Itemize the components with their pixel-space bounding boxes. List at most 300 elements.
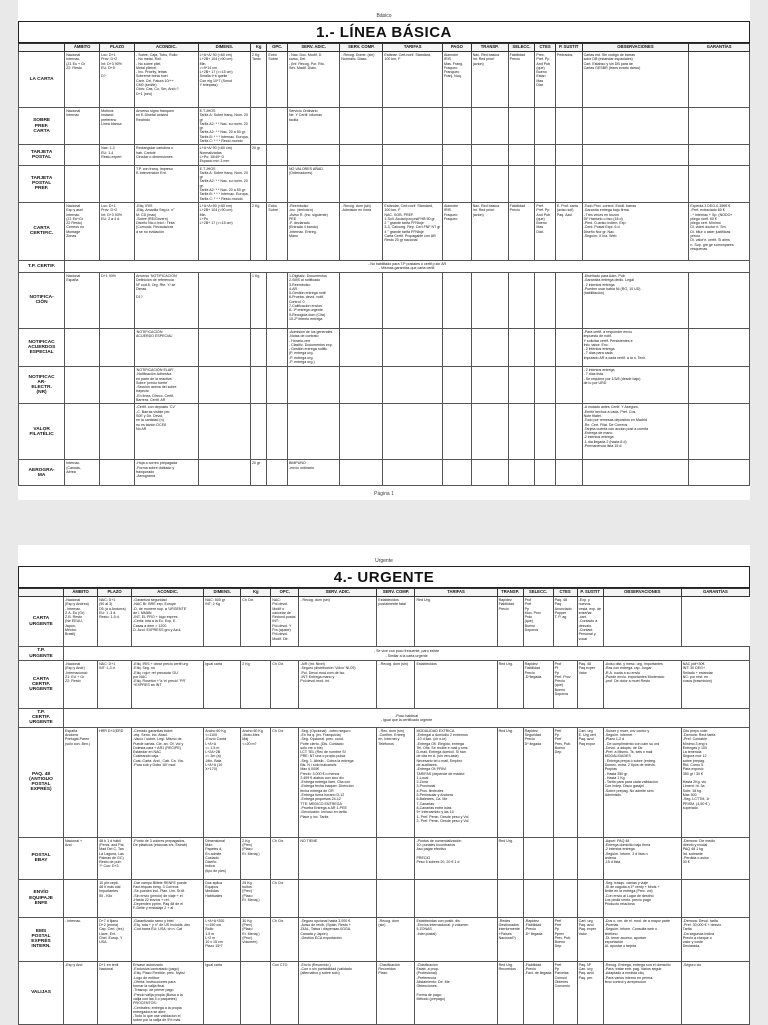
table-cell — [553, 837, 577, 879]
table-cell: -A mutado antes Certif. Y Aseguro. -Emitir hechos a cada. Pref. Cos. Note fitatel. -Todo por remesas depositos en Madrid -Re. Cert. Filat. De Correos -Tarjeta cuenta con acción post a cuenta -Entrega de mano -2 intentos entrega -1 día llegada 2 (hasta 8 d) -Permanencia lista 15 d. — [582, 404, 689, 460]
table-cell: Pref Pp Parcelas Comuni Obienes Convenio — [553, 961, 577, 1024]
table-cell — [415, 879, 497, 917]
table-cell: L+A+A/ 90 (<60 cm) Normalizadas L+Pu: 15/40* D Espacio mín 3 mm — [198, 145, 250, 165]
table-cell: NAC: Pol.devol. Modif o cancelar de Redond.postal INT: Pol.devol. Y Fra (ajuste) Pol.devol. Modif. Dir. — [271, 597, 299, 647]
table-row — [19, 328, 750, 366]
table-cell: -Clasificación Recorridos Plazo — [377, 961, 415, 1024]
table-cell: -Todo Prov. control. Ecidil. barras -Garantía entrega bajo firma - Tres veces en buzón DF Hanselo o bso (18 d) -Pied. O-aviso Indem. Exp. -Cent. Postal Expr. 6 d. Diseño Nor gr. Nac. -Seguim. X ina. Web — [582, 202, 689, 260]
table-cell: Ch Ctx — [271, 917, 299, 961]
table-cell: - Recog. Dome. (sin) Normalic. Diasc. — [340, 52, 383, 108]
row-label: CARTA URGENTE — [19, 597, 64, 647]
table-cell: Nac: 1-3 EU: 1-4 Resto expert — [100, 145, 135, 165]
table-cell: Nacional Internac. (Z1 Eu + Gr Z2: Resto — [65, 52, 100, 108]
table-cell — [582, 165, 689, 202]
table-cell: Paq. Nº Can. urg Paq. azul Paq. per. — [577, 961, 603, 1024]
table-cell: NAC pdf+30€ INT: 30 DEG+ Sellado + estandar NC: por rest. en cosos (trasmision) — [681, 661, 749, 709]
column-header: SELECC. — [508, 44, 535, 52]
document-page-1 — [18, 0, 750, 500]
table-cell — [471, 328, 508, 366]
table-cell: Cito prepc.cíde: -Demora: Reut tarifa -Pref. Contable Mínimo 3 eng s Entregas y 100 La tenencia Segura mor 12 sobre prepag. Rtd, Corno 5 Para exposic 350 gr / 30 € Hasta 2Kg. vis Liment: ht. 3a Sobr. 18 kg. Max 500 -Seg. LCTTM, 1r PRISM. (4,50 € ) superado — [681, 727, 749, 837]
table-cell — [267, 272, 288, 328]
column-header: P. SUSTIT — [555, 44, 582, 52]
table-cell: Cart. urg Paq. azul Paq. exper Valor — [577, 917, 603, 961]
table-cell — [555, 404, 582, 460]
table-cell — [442, 145, 471, 165]
table-cell: -Seg. (Opcional) , cobro seguro -En fra q. (ev. Franquicia) -Seg. Opcional. prec. cond. Porte cierto. (Dis. Contacto solo cre o bis) LCT TEL (Rec de nombre SI PRE: NT una o propio pulsa. -Seg. 1. Abisib - Cobra la entrega Bis. N / solo inalcanzls. Max 6.000€ Precio: 3.000 € o menos 2.499 € alabos con sino dic -Entrega entrega ilarn, Cita con -Entrega fecha inaquer. Dirección fecha entrega de OR -Entrega fuera horario D-12 -Entrega pequesos 24-12 TTE: MEDICO ENTREGA -Prueba Entrega a AR 1-PEE -Devolución: Incluso en tarifa Place y inc. Tarifa — [299, 727, 377, 837]
table-cell: NO TIENE — [299, 837, 377, 879]
page-title: 1.- LÍNEA BÁSICA — [18, 21, 750, 43]
table-cell — [241, 961, 271, 1024]
column-header: OBSERVACIONES — [603, 589, 681, 597]
table-cell: D+1 en tenil Nacional — [98, 961, 132, 1024]
table-cell: -Garantizado ramo y intel. -Etq. ruta + y n° de US Incluids. dec -Cod barra EU: USA: ch n. Cat — [132, 917, 204, 961]
column-header — [19, 589, 64, 597]
table-cell: Red Urg. — [497, 727, 523, 837]
table-cell — [535, 404, 556, 460]
column-header: ACONDIC. — [132, 589, 204, 597]
table-cell: Cartas est. Sin codigo de barras solre DB (estandar espaciales) Cart. Estabso y sin DB para de Cartas GESBR (trans evarto dwwo) — [582, 52, 689, 108]
table-cell — [442, 460, 471, 486]
table-cell — [251, 165, 267, 202]
table-cell: Nac. Red basica Int. Red priori (avion) — [471, 52, 508, 108]
services-table-urgent — [18, 588, 750, 1025]
table-cell: Estándar, Cert.norif. Standard, 100 km, F NAC. SOB. PREF. 1-Soli. Acuscly.eq.estFHB 50 gr 2 ° grande tarifa FFNtoje 3-3, Calcorrg. Rep. Cert.FNF NT gr 4 ° grande tarifa FFNtoje Carta Certif. Propagable con AR Resto 20 gr nacional — [383, 202, 443, 260]
column-header: OBSERVACIONES — [582, 44, 689, 52]
table-cell: -Envío (Recorrido.) -Con o sin portabilidad (validado (alternativo y sobre solo) — [299, 961, 377, 1024]
table-row — [19, 366, 750, 403]
table-row — [19, 661, 750, 709]
table-cell: 25 Kg bultos (Prev) (Plazo Et. Menaj.) — [241, 879, 271, 917]
table-cell: -Recog. dom (sin) — [377, 917, 415, 961]
column-header — [19, 44, 65, 52]
table-cell: Fiabilidad Precio — [508, 202, 535, 260]
table-cell — [383, 272, 443, 328]
table-cell: - Sobre, Caja, Tubo, Rollo - No metal, Roll. - No sobre pliel, Metal plleirel, - Inc. Priority, letras Sobreme breta nuel Cartr. Cel, Fatura 10/++ CM0 (sed/ie) Clow: Cas, Co, Sm, And=? D+1 (neu) — [135, 52, 199, 108]
table-cell — [383, 328, 443, 366]
table-cell: -Esp y And — [64, 961, 98, 1024]
table-cell — [471, 366, 508, 403]
document-page-2 — [18, 545, 750, 1024]
table-cell — [377, 879, 415, 917]
table-cell: -Seguro cio — [681, 961, 749, 1024]
table-cell: Loc: D+1 Prov: D+2 Int: D+3 93% EU: 2 a 4 d. — [100, 202, 135, 260]
table-cell — [535, 460, 556, 486]
table-row — [19, 460, 750, 486]
table-cell — [689, 272, 750, 328]
table-cell: -A/R (Int. Nivel) -Seguro (distribución 'Volvo' NI-09) -Pol. Devol.mod.com de iso. -INT: Entrega mano y Pol.devol.mod. int. — [299, 661, 377, 709]
column-header: PLAZO — [100, 44, 135, 52]
table-cell — [535, 272, 556, 328]
table-cell: -Etiq. IRIS + obrar precio certif urg. -Etiq. Seg. no -Etiq. rojo+ ref precauta 'GU' por NAC -Etiq. Rosetón +°a 'el precio' 'PR' +EXPRES an INT — [132, 661, 204, 709]
table-cell — [442, 165, 471, 202]
table-cell: Establecidos — [415, 661, 497, 709]
table-cell: -Nacional (Esp y Andr) -Internacional: Z1: EU + Gr Z2: Resto — [64, 661, 98, 709]
table-cell: -Garantiza seguridad -NAC Br. BRE exp. Europe -D. de monere sup. a 'URGENTE' de i. MM8N -INT. EL PRO + logo expres -Certa: inta a la Ex. Exp. E. Casas a dem > 1200 D. Azul. EXPRESS gro y Azul. — [132, 597, 204, 647]
table-cell: BIMPUNO -envío ordinario — [287, 460, 339, 486]
table-cell — [582, 460, 689, 486]
table-cell — [689, 366, 750, 403]
table-cell: Igual carta — [204, 961, 241, 1024]
table-cell: Red Urg. — [415, 597, 497, 647]
table-cell: NO VALORES AÑAD. (Ordenadores) — [287, 165, 339, 202]
table-cell: -Aquel: PAQ 48 -Entrega domicilio bajo firma -2 intentos entrega -Seguim. Inform. 3 d lista n ordena -15 d lista — [603, 837, 681, 879]
table-cell: E.T.JHOS Tarifa A: Sobre franq. Nom. 20 gr Tarifa A2: * * Nac. su norm. 20 gr. Tarifa A2: * * Nac. 20 a 50 gr. Tarifa B: * * * Internac. Europa, Tarifa C: * * * Resto mundo — [199, 166, 249, 201]
table-cell — [508, 404, 535, 460]
table-cell — [267, 404, 288, 460]
table-cell — [287, 145, 339, 165]
table-cell: 2 Kg — [251, 202, 267, 260]
table-cell: NAC: D+1 (90 al 3) D5 (a a Andorra) EU: 1 -3 d. Resto: 1-5 d. — [98, 597, 132, 647]
table-cell — [198, 404, 250, 460]
table-cell: Nacional Internac — [65, 108, 100, 145]
services-table-basic — [18, 43, 750, 486]
column-header: TARIFAS — [383, 44, 443, 52]
row-label: CARTA CERTIF. URGENTE — [19, 661, 64, 709]
column-header: PLAZO — [98, 589, 132, 597]
table-cell: Nacional + And. — [64, 837, 98, 879]
table-cell: Ectro Sobre — [267, 202, 288, 260]
table-cell — [251, 366, 267, 403]
table-row — [19, 272, 750, 328]
table-cell — [100, 366, 135, 403]
table-cell: -Dos o. cer. de el. mod. de a mayor parte -Puertas -Seguim. Inform. Consulta web o teléfono -Di. tener acceso, aportan exportación Al. apuntar o tarjeta — [603, 917, 681, 961]
column-header: GARANTÍAS — [681, 589, 749, 597]
table-row — [19, 597, 750, 647]
table-cell: Dos aplica Equipos Medidas Habituales — [204, 879, 241, 917]
table-cell — [471, 108, 508, 145]
table-cell: -Exp. y nuevos. cesta. exp. de enseñar -cart. -Contacto a desvalo. -Contact. Personal y vocal — [577, 597, 603, 647]
table-cell: Ch Ctx — [271, 837, 299, 879]
table-cell — [198, 366, 250, 403]
table-cell: 'NOTIFICACIÓN ACUERDO ESPECIAL' — [135, 328, 199, 366]
table-cell: - Recog. dom (sin) — [377, 661, 415, 709]
table-cell — [267, 328, 288, 366]
row-label: ENVÍO EQUIPAJE ENFE — [19, 879, 64, 917]
column-header: TRANSP. — [471, 44, 508, 52]
table-cell: Anverso signo franqueo en E-Dinetal uxisted Recibido — [135, 108, 199, 145]
table-cell — [689, 165, 750, 202]
table-cell — [64, 879, 98, 917]
table-cell: Paq. 48 Paq Anunciado Popper T. P. ag — [553, 597, 577, 647]
table-cell: Servicio Ordinario Ne. Y Certif. Idiomas facilia — [287, 108, 339, 145]
table-cell — [65, 366, 100, 403]
row-note: -Poco habitual - Igual que la certificado urgente — [64, 709, 750, 728]
row-note: - No habilitado para T.P postales o certif p.sin AR - Mismas garantías que carta certif. — [65, 260, 750, 272]
table-cell: Establecidos postalmente fatal — [377, 597, 415, 647]
table-cell — [267, 460, 288, 486]
table-cell — [251, 404, 267, 460]
table-cell: -Aviso dist. y mesc. urg. Importantes -Ras con entrega. rap. Jurgar -R.A. cuota a su envio -Puede envio. importantes Moderacio -prof. De dolor a muet Resto — [603, 661, 681, 709]
table-cell — [198, 460, 250, 486]
table-cell: -Dar campo Billete RENFE puede Fact.triquas inmg. 3 Correos -Se pueden incl. Plan. Um. Sr.tif. -Sin envio (precio) de viaje + el -Hasta 22 envíos + ref. -Dependen pprim. Paq 48 de el F-Delte y embalaje 2 + al — [132, 879, 204, 917]
table-cell: 1 Kg — [251, 272, 267, 328]
table-cell: Rapidez Fiabilidad Precio — [497, 597, 523, 647]
table-cell — [198, 272, 250, 328]
table-cell — [383, 108, 443, 145]
table-cell: Ch Ctx — [271, 879, 299, 917]
table-row — [19, 727, 750, 837]
table-cell: Nacional España — [65, 272, 100, 328]
table-cell: D+1 93% — [100, 272, 135, 328]
table-cell: L+A+A/ 90 (<60 cm) L+2B+ 104 (<90 cm) Min. >=9*14 cm L+2B+ 17 (>=15 cm) Smalla t+b quelle Con eig 10*7 (Smod Y telepass) — [198, 52, 250, 108]
page-number: Página 1 — [374, 491, 394, 497]
table-cell — [689, 328, 750, 366]
table-cell: -Seguro opcional hasta 3.000 € -Aviso de recib. (Spain, Resto + Z4AL, Taiwa / dispensac.0GGA, Canada y Japón) -Gestión ECA exportación — [299, 917, 377, 961]
table-cell — [555, 366, 582, 403]
table-cell: Ectro Sobre — [267, 52, 288, 108]
table-cell: Fiabilidad Precio — [508, 52, 535, 108]
table-cell: Anverso 'NOTIFICACION' Definición de referencia Nº cod.5, Org. Rte. Y/ se Dimas D1? — [135, 272, 199, 328]
table-row — [19, 404, 750, 460]
row-label: NOTIFICAC ACUERDOS ESPECIAL — [19, 328, 65, 366]
row-label: SOBRE PREF. CARTA — [19, 108, 65, 145]
table-cell: -Recog. Entrega, entrega son el domicilio -Para, tratar entr. pag. Varios seguir. -Adaptado a medida cliq. -Para varios interno en perma. feno control y arrepeccion — [603, 961, 681, 1024]
table-cell — [689, 404, 750, 460]
table-cell — [65, 328, 100, 366]
row-label: TARJETA POSTAL PREF. — [19, 165, 65, 202]
column-header: P. SUSTIT — [577, 589, 603, 597]
table-cell: Estánar. Cert.norif. Standard, 100 km, F — [383, 52, 443, 108]
table-cell: -Clasificación Estab. a prop. (Profesional) -Preferencia Alistamiento: De. Me Obtenciones. Forma de pago: Método (prepago) — [415, 961, 497, 1024]
row-label: VALOR FILATÉLIC — [19, 404, 65, 460]
table-cell: 1-Digitaliz. Documentos 2-SMS al notificado 3-Reembolso 4-AR 5-Gestión entrega notif. 6-Prueba. devol. notif. Control. 0 7-Calificación envios 8- 1ª entrega urgente 9-Recogida dom (Cita) 10-2º intento entrega — [287, 272, 339, 328]
table-cell: Rapidez Seguridad Precio D* llegada — [523, 727, 553, 837]
column-header: Kg — [241, 589, 271, 597]
table-cell: NAC: D+1 INT: 1-3 d. — [98, 661, 132, 709]
table-cell — [340, 145, 383, 165]
table-cell: Cart. urg E. Urg cert Paq. azul Paq expor — [577, 727, 603, 837]
table-cell — [442, 108, 471, 145]
table-cell — [442, 404, 471, 460]
row-label: EMS POSTAL EXPRÉS INTERN. — [19, 917, 64, 961]
table-cell — [287, 366, 339, 403]
table-cell — [65, 145, 100, 165]
column-header: SERV. COMP. — [340, 44, 383, 52]
table-cell — [267, 366, 288, 403]
table-cell — [383, 366, 443, 403]
table-cell — [555, 145, 582, 165]
table-cell — [555, 108, 582, 145]
table-cell — [535, 328, 556, 366]
table-cell: 2 Kg Tanto — [251, 52, 267, 108]
column-header: TRANSP. — [497, 589, 523, 597]
table-cell — [555, 460, 582, 486]
table-row — [19, 52, 750, 108]
table-row — [19, 879, 750, 917]
table-cell: -Suiser y muer, cnv contro y -Seguim. Internet -Plazo 1-2 d - De cumplimiento con cam su ord -Devol. a adopts. de Dir. -Pref. a Mismo. Ts, seis x mail MODALIDADES - Entrega prepa o sobre (entreg. Domec. extra. 2 tipos de televis. Propias - Hasta 350 gr - Hasta 1 Kg - Tarifa para para cada validación Con indep. Disco garajel -Sobre prepag. No admite serv Administiv. — [603, 727, 681, 837]
table-cell — [553, 879, 577, 917]
table-row — [19, 145, 750, 165]
table-cell — [251, 108, 267, 145]
table-cell: Pref Pp Pref Prev, Pub. Bueno Dep. — [553, 727, 577, 837]
table-cell — [508, 165, 535, 202]
table-cell: Pedrados, — [555, 52, 582, 108]
table-cell: Nacional Exp y asel Internac. (Z1 Eu+Gr Z2 Resto) Correos no Montage Zonas — [65, 202, 100, 260]
table-cell: 2 Kg — [241, 661, 271, 709]
table-cell — [555, 165, 582, 202]
table-cell — [299, 879, 377, 917]
sheet-name: Urgente — [375, 558, 393, 564]
table-cell: -Certif. con deposito 'CV' -C. Barras visible per. S0E y Dir. Devol. en la cantidad (n) no es tavión DCE8 No AR — [135, 404, 199, 460]
table-cell — [383, 165, 443, 202]
page-title: 4.- URGENTE — [18, 566, 750, 588]
table-cell: Pref Pref Pp Pprev Prev, Pub. Bueno Dep. — [553, 917, 577, 961]
table-cell — [442, 366, 471, 403]
table-cell — [681, 879, 749, 917]
table-cell: - 2 intentos entrega - 7 días lista - Se requiere por 1/3/8 (desde bajo) de lo por URD — [582, 366, 689, 403]
table-cell — [508, 108, 535, 145]
table-cell: T.P. con franq. Impreso E-Intervención Ent. — [135, 165, 199, 202]
table-cell — [377, 837, 415, 879]
table-cell — [471, 145, 508, 165]
table-cell — [100, 165, 135, 202]
table-cell — [100, 460, 135, 486]
table-cell: -Demora: Devol. tarifa -Pref. 30,000 € + desvío Tarifa -Da segunda Indica Precio a cheque o valor y coste Declarada. — [681, 917, 749, 961]
table-cell: Prof Pf Pp Pref. Prov Precio (que) Bueno Doporos — [553, 661, 577, 709]
table-cell: Rapidez Fiabilidad Precio -D*llegada — [523, 661, 553, 709]
table-cell — [267, 145, 288, 165]
table-cell: 10 phr.cepk. 48 h más ctal Importantes 50 - Kilo — [98, 879, 132, 917]
column-header: SERV. COMP. — [377, 589, 415, 597]
table-cell — [555, 328, 582, 366]
table-row — [19, 837, 750, 879]
table-cell: NAC: 500 gr INT: 2 Kg — [204, 597, 241, 647]
table-cell: -Punto de 3 colores prepagados, De plásticos (etanoas e/s, Estrab) — [132, 837, 204, 879]
table-cell: Nac. Red basica Int. Red priori (avion) — [471, 202, 508, 260]
table-row — [19, 709, 750, 728]
table-cell: España Andorra Portugal-Paren (sólo con. Ben.) — [64, 727, 98, 837]
table-cell: - Internac. — [64, 917, 98, 961]
row-label: T.P. CERTIF. URGENTE — [19, 709, 64, 728]
table-cell: Internac. (Canoas, Aérea — [65, 460, 100, 486]
column-header: ACONDIC. — [135, 44, 199, 52]
table-cell: -Redes Gestionados Interiormente +Países Nacional?) — [497, 917, 523, 961]
table-cell — [523, 837, 553, 879]
table-cell: Con CTO — [271, 961, 299, 1024]
table-cell — [535, 366, 556, 403]
table-cell: - Nac: Doc. Modif. D carso, Dei - (Inf. Recog. Por. Rto. Sev. Madif. Diarc. — [287, 52, 339, 108]
row-label: LA CARTA — [19, 52, 65, 108]
table-cell — [340, 366, 383, 403]
column-header: CTES — [535, 44, 556, 52]
table-cell — [508, 460, 535, 486]
table-cell — [383, 404, 443, 460]
table-cell: -Cerrado garantias ticket -etq. Seno. Inc. Abad. -Vacío / sobre. Legi. Mismo de Puede cartas. Cie. an. Of. Vol y Doiesta cara + AR1 (RECIPE) Estándar en NAC Costeando caja Cost.:Carta. And., Cab. Ca. Via. -Para sub y Dobu 'All' mod — [132, 727, 204, 837]
column-header: DIMENS. — [198, 44, 250, 52]
row-label: PAQ. 48 (ANTIGUO POSTAL EXPRÉS) — [19, 727, 64, 837]
table-cell: - Recog. dom (sin) — [299, 597, 377, 647]
column-header: SERV. ADIC. — [287, 44, 339, 52]
row-label: NOTIFICA- CIÓN — [19, 272, 65, 328]
table-cell — [65, 165, 100, 202]
row-label: AEROGRA- MA — [19, 460, 65, 486]
table-cell: 2 Kg (Prev) (Plazo Et. Menaj.) — [241, 837, 271, 879]
table-cell — [198, 328, 250, 366]
table-cell — [689, 145, 750, 165]
table-cell: -Etiq. IRIS -Etiq. Amarilla Seg.iz. n° M: CD (mac) -Sobre (RE/Govern) Diseño Nic.o Inicl.: Tinta (Comunic. Recauta/ora d se no evidación — [135, 202, 199, 260]
table-cell: L+A+A+200 <=150 cm Rollo 1.5 m L+2 m 10 x 15 cm Plazo 15*7 — [204, 917, 241, 961]
table-cell: -Hoja a correo prepagada -Forma sobre doblado y franqueado -Aerograma — [135, 460, 199, 486]
column-header: SERV. ADIC. — [299, 589, 377, 597]
column-header: ÁMBITO — [65, 44, 100, 52]
table-cell: Loc: D+1 Prov: D+2 Int: D+3 90% EU: D+5 D? — [100, 52, 135, 108]
table-cell — [508, 328, 535, 366]
table-cell: - Rec. dom (sin) -Confirm. Entreg en, Internet y Teléfonos — [377, 727, 415, 837]
table-cell — [340, 165, 383, 202]
row-note: - Se vive con poco frecuente, paro existe - Similar a la carta urgente — [64, 647, 750, 661]
table-cell: Rectangular cartolina o hab. Cartolé Circular o dimensiones — [135, 145, 199, 165]
table-cell: -Nacional (Esp y Andrea) - Internac. Z.A. Eu (Gr) Z.B. Resto (Ne EEUU, Japón, México Brasil) — [64, 597, 98, 647]
row-label: TARJETA POSTAL — [19, 145, 65, 165]
table-cell: Prof Pref Pp Mon. Prov Prdo (que) Bueno Doporos — [523, 597, 553, 647]
table-cell — [100, 328, 135, 366]
table-cell: Pref. Pref. Pp And Pub (que) Bueno Mas Diat. — [535, 202, 556, 260]
table-cell — [535, 145, 556, 165]
table-cell: 30 Kg (Prev) (Plazo Et. Menaj.) (Prov) Volumen) — [241, 917, 271, 961]
table-cell: D+7 d lijano D+2 (emea) Cap. Cert. (Iex) Llave, Ext. Chel. Europ. Y USA — [98, 917, 132, 961]
table-cell — [340, 404, 383, 460]
table-cell — [340, 328, 383, 366]
table-cell: -Fiabilidad -Precio -Fact. de llegada — [523, 961, 553, 1024]
table-cell — [267, 108, 288, 145]
column-header: CTES — [553, 589, 577, 597]
column-header: ÁMBITO — [64, 589, 98, 597]
table-cell — [582, 145, 689, 165]
table-cell: Ch Ctx — [241, 597, 271, 647]
table-cell — [100, 404, 135, 460]
table-cell: Ancho 60 Kg -Moto-Mes Máj <=20 m? — [241, 727, 271, 837]
table-cell — [523, 879, 553, 917]
table-cell: Motivos Instanci preferenc Linea blanca — [100, 108, 135, 145]
column-header: TARIFAS — [415, 589, 497, 597]
table-cell — [508, 366, 535, 403]
table-cell — [689, 460, 750, 486]
table-cell: Red Urg. — [497, 837, 523, 879]
table-cell — [383, 145, 443, 165]
table-cell — [65, 404, 100, 460]
table-cell — [287, 404, 339, 460]
table-cell: 'NOTIFICACIÓN ELAR' -Notificación Adhesiva en parte de la reactiva Sobre 'precio fuerte' -Sección anexa del sobre trayecto -En línea, Direcc. Certif, Barrera. Certif. AR — [135, 366, 199, 403]
column-header: DIMENS. — [204, 589, 241, 597]
table-cell: -Puntos de comercialización 10: portales Incontrarios Aso pagar efectivo PRECIO Peso 5 sobres 20, 20 € 1 d — [415, 837, 497, 879]
table-row — [19, 202, 750, 260]
table-cell — [471, 272, 508, 328]
table-cell: E.T.JHOS Tarifa A: Sobre franq. Nom. 20 gr Tarifa A2: * * Nac. su norm. 20 gr. Tarifa A2: * * Nac. 20 a 50 gr. Tarifa B: * * * Internac. Europa, Tarifa C: * * * Resto mundo — [199, 109, 249, 144]
table-row — [19, 917, 750, 961]
table-cell — [340, 108, 383, 145]
table-cell: Alamobe IRIS Mas. Frang. Fraqueo Franqueo Franj. Nuq. — [442, 52, 471, 108]
table-cell: Establecidas con posib. dis. -Envíos internacional. y volumen 5 ZONAS -Inter.postal) — [415, 917, 497, 961]
table-cell: MODALIDAD EXTRICA -Entregal a domicilio 2 extremos -10 d llan. (ch n-ie) -Entrega Ofi. Elegido, entrega Tel. Ofis. Se recibe e mail y sms D-mail, Entrega domicil. Si han de cita en d. (sin ven-asia) Necesario tel o mail, Empleo de auxiliares. -Entrega Of: PRIVI TARIFAS (depende de madrid 1-Local 2-Zona 3-Provincial 4-Prov. limítrofes 5-Peninsular y Andorra 6-Baleares, Ca. Me 7-Canarias 8-Canarias entre islas 9+ Intercambio y las 10 1- Pref. Penin. Desde peso y Vol 2- Pref. Penin. Desde peso y Vol — [415, 727, 497, 837]
table-cell: -Para certif. a responder envío impuesto de notif. Y solicitar certif. Persistentes e Info. tabor. Enc. - 2 intentos entrega - 7 días para cada Imputado AR a cada certif. a la n. Tech. — [582, 328, 689, 366]
row-label: POSTAL EBAY — [19, 837, 64, 879]
table-cell: -Reembolso -Inc. (derivacn) -Aviso R. (inc. siguiente) PEE -F. declarado (Entrada 4 bando) -Internac. Entreg. Mano — [287, 202, 339, 260]
table-cell — [535, 108, 556, 145]
table-cell — [577, 879, 603, 917]
row-label: NOTIFICAC AR- ELECTR. (NR) — [19, 366, 65, 403]
table-cell: Igual carta — [204, 661, 241, 709]
table-cell: -Seg. trasqu. camas y viaje -Si de caguita a 1º verdy + blnds + límite en la entrega (Prec. vol) -Con envio al Lugar de destino Los pedid vento. precio pago Producto relaciona — [603, 879, 681, 917]
table-cell — [383, 460, 443, 486]
table-cell: 20 gr — [251, 460, 267, 486]
table-cell: HRR D+2(ERD — [98, 727, 132, 837]
table-row — [19, 108, 750, 145]
table-cell — [497, 879, 523, 917]
table-cell — [555, 272, 582, 328]
table-cell: Dimensional Máx: Papeles d, En admite Costado Diseño Indica (tipo de pies) — [204, 837, 241, 879]
table-cell: Red Urg. — [497, 661, 523, 709]
table-cell: -Demora: Cte medio directo y modal PAQ 48 1 kg Int. sobrante -Perdida o aviso 30 € — [681, 837, 749, 879]
